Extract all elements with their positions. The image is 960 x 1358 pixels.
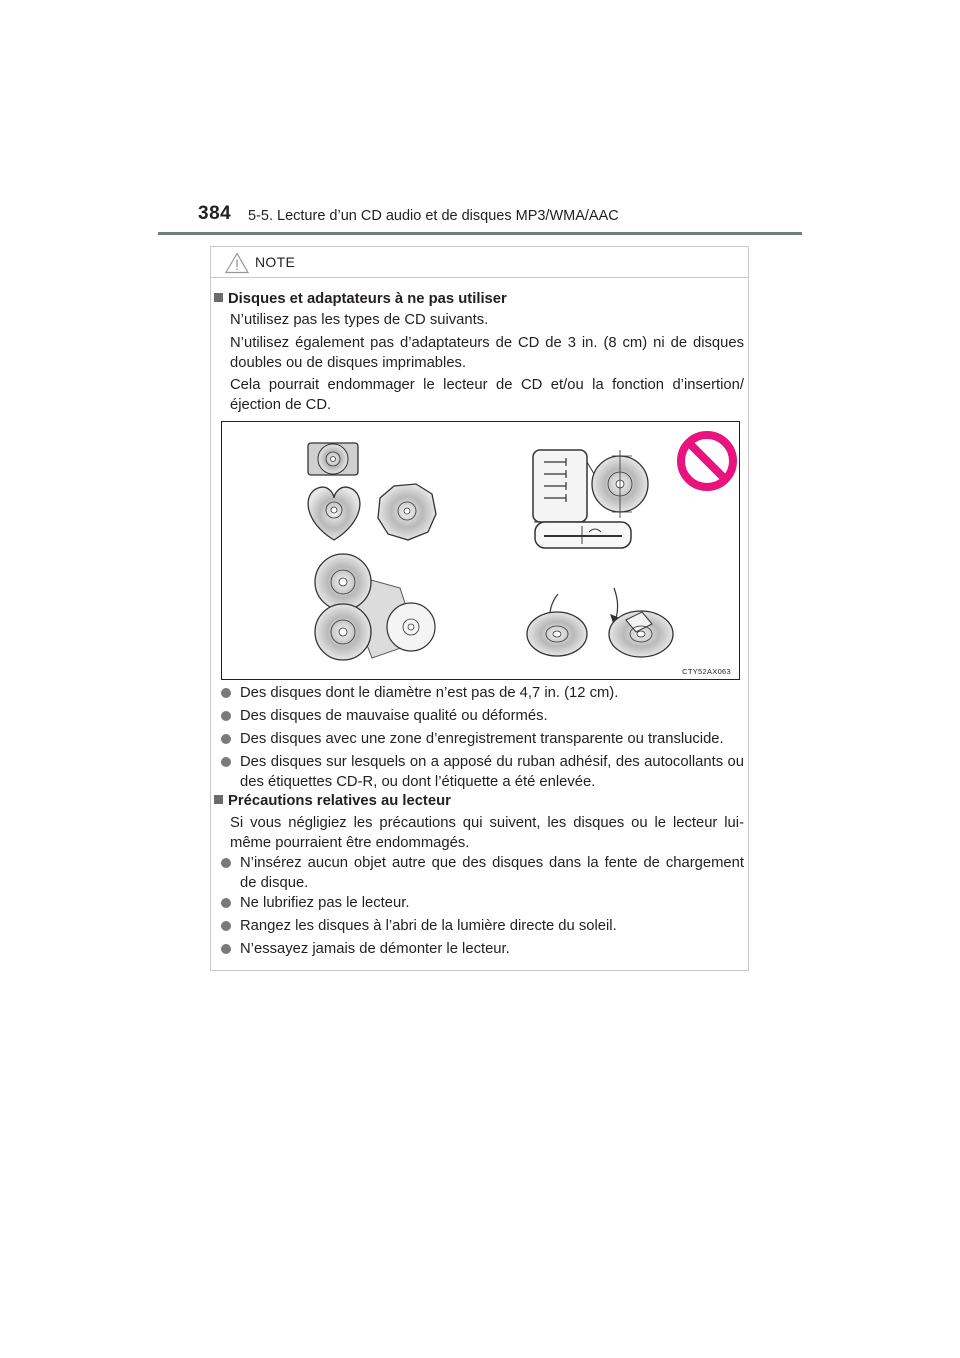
section-heading-player (214, 791, 451, 811)
warped-disc-icon (527, 594, 587, 656)
list-item: Des disques avec une zone d’enregistrement transparente ou translucide. (221, 729, 744, 749)
warning-triangle-icon (225, 252, 249, 274)
bullet-dot-icon (221, 858, 231, 868)
disc-slot-icon (534, 522, 631, 548)
section-heading-discs (214, 289, 507, 309)
square-bullet-icon (214, 795, 223, 804)
heart-disc-icon (308, 487, 360, 540)
paragraph: Si vous négligiez les précautions qui suivent, les disques ou le lecteur lui-même pourraient être endommagés. (230, 815, 744, 851)
paragraph: N’utilisez pas les types de CD suivants. (230, 312, 489, 328)
note-header (211, 247, 748, 278)
taped-disc-icon (609, 588, 673, 657)
list-item: Rangez les disques à l’abri de la lumière directe du soleil. (221, 916, 744, 936)
bullet-dot-icon (221, 688, 231, 698)
translucent-disc-icon (387, 603, 435, 651)
prohibited-sign-icon (681, 435, 733, 487)
illustration-unsuitable-discs (221, 421, 740, 680)
list-item: Des disques dont le diamètre n’est pas de 4,7 in. (12 cm). (221, 683, 744, 703)
bullet-dot-icon (221, 921, 231, 931)
bullet-dot-icon (221, 757, 231, 767)
polygon-disc-icon (378, 484, 436, 540)
note-label: NOTE (255, 254, 296, 270)
paragraph: Cela pourrait endommager le lecteur de CD et/ou la fonction d’insertion/ éjection de CD. (230, 377, 744, 413)
page-header (198, 203, 803, 235)
note-box (210, 246, 749, 971)
square-disc-icon (308, 443, 358, 475)
bullet-dot-icon (221, 711, 231, 721)
bullet-dot-icon (221, 944, 231, 954)
section-heading-text: Disques et adaptateurs à ne pas utiliser (228, 291, 507, 307)
page-number: 384 (198, 203, 232, 224)
disc-illustrations (222, 422, 739, 679)
header-rule (158, 232, 802, 235)
section-heading-text: Précautions relatives au lecteur (228, 793, 451, 809)
bullet-dot-icon (221, 734, 231, 744)
list-item: Des disques sur lesquels on a apposé du ruban adhésif, des autocollants ou des étiquettes CD-R, ou dont l’étiquette a été enlevée. (221, 752, 744, 792)
bullet-dot-icon (221, 898, 231, 908)
section-title: 5-5. Lecture d’un CD audio et de disques MP3/WMA/AAC (248, 208, 619, 224)
list-item: N’insérez aucun objet autre que des disques dans la fente de chargement de disque. (221, 853, 744, 893)
figure-code: CTY52AX063 (682, 667, 731, 676)
paragraph: N’utilisez également pas d’adaptateurs de CD de 3 in. (8 cm) ni de disques doubles ou de disques imprimables. (230, 335, 744, 371)
list-item: Ne lubrifiez pas le lecteur. (221, 893, 744, 913)
list-item: N’essayez jamais de démonter le lecteur. (221, 939, 744, 959)
list-item: Des disques de mauvaise qualité ou déformés. (221, 706, 744, 726)
adapter-card-icon (533, 450, 648, 522)
square-bullet-icon (214, 293, 223, 302)
